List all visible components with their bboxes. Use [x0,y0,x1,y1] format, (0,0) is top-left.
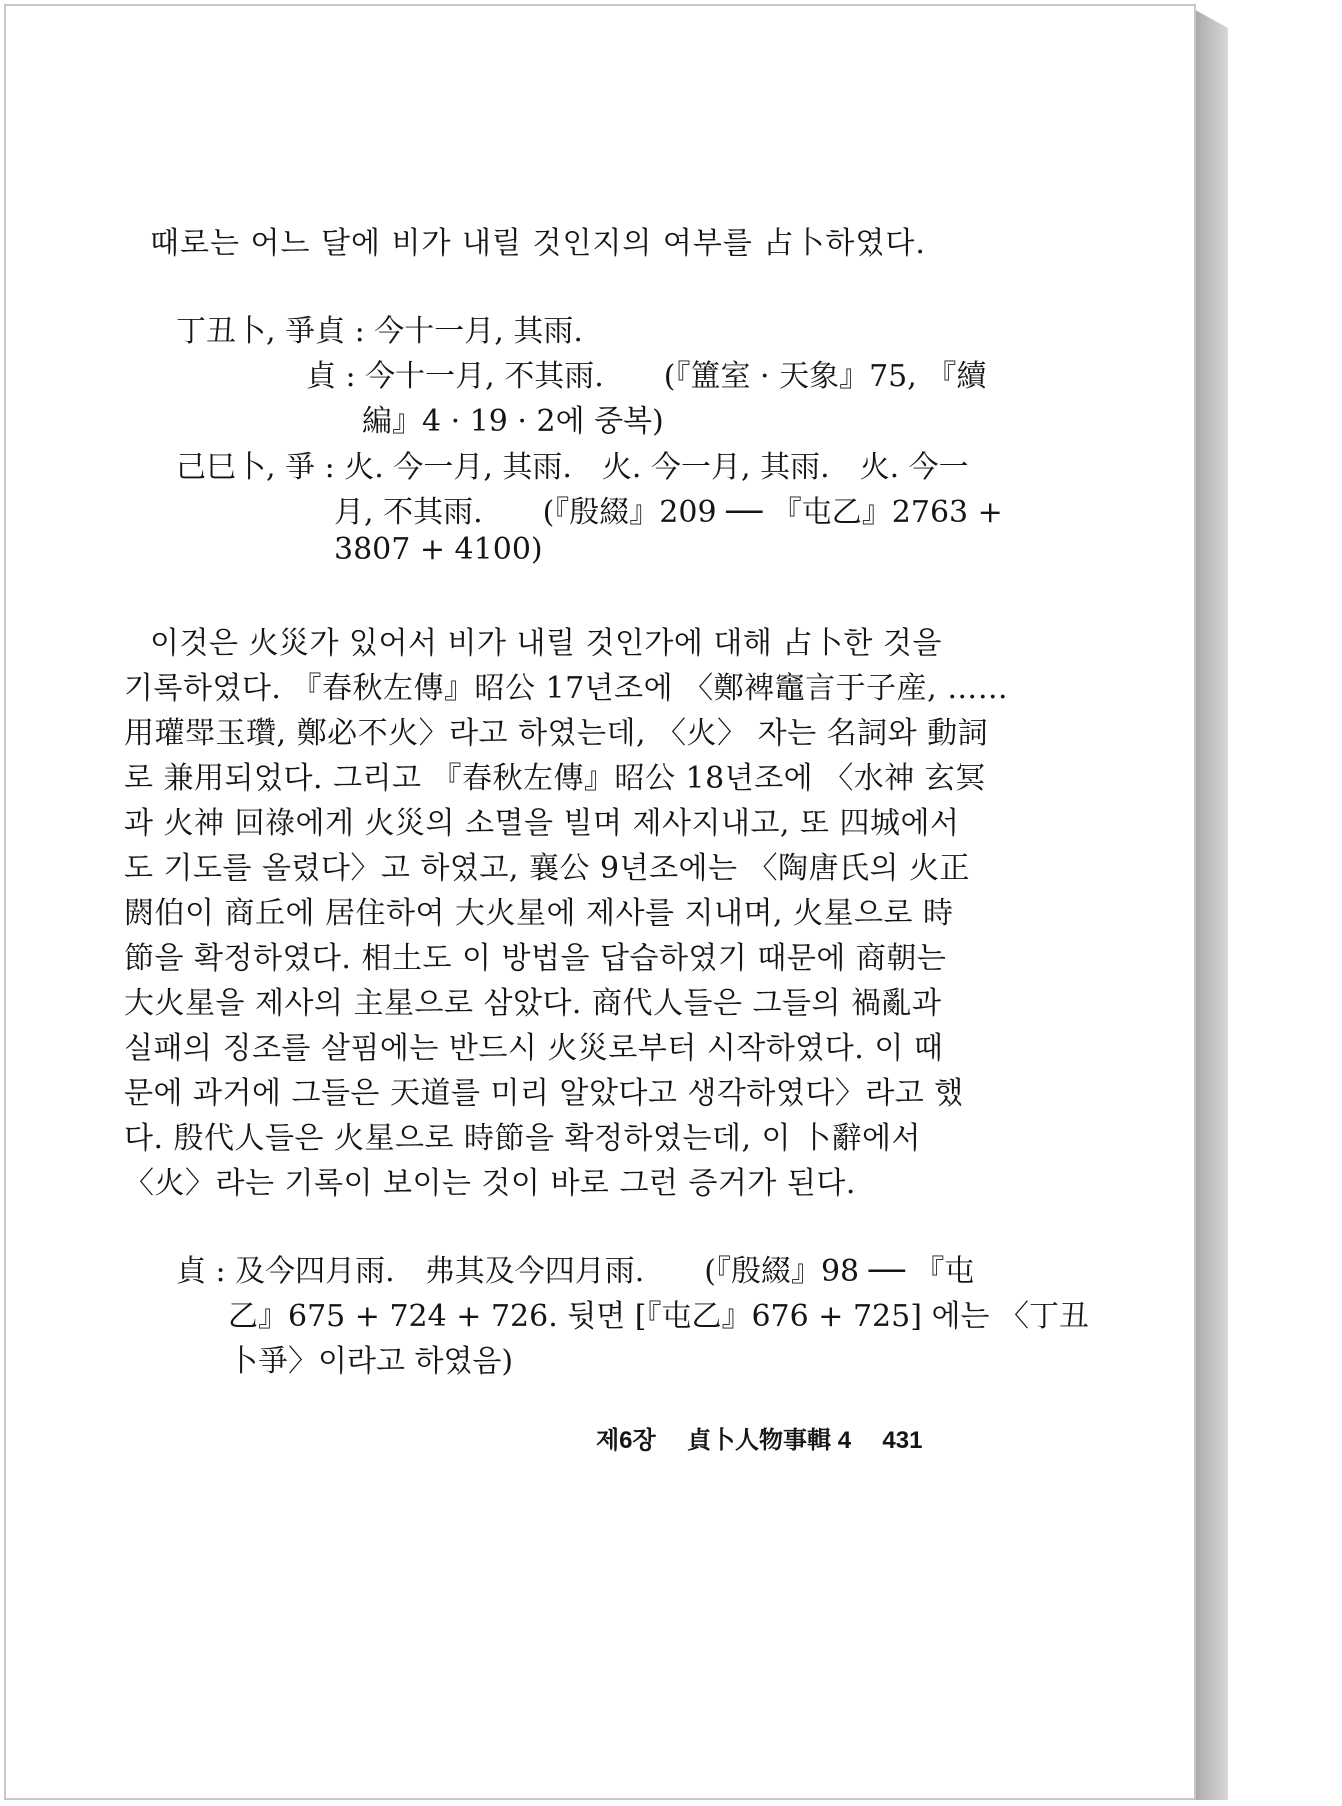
paragraph-line: 閼伯이 商丘에 居住하여 大火星에 제사를 지내며, 火星으로 時 [124,896,954,931]
paragraph-line: 실패의 징조를 살핌에는 반드시 火災로부터 시작하였다. 이 때 [124,1031,944,1066]
inscription-line: 丁丑卜, 爭貞 : 今十一月, 其雨. [176,314,583,349]
paragraph-line: 문에 과거에 그들은 天道를 미리 알았다고 생각하였다〉라고 했 [124,1076,964,1111]
inscription-line: 月, 不其雨. (『殷綴』209 ── 『屯乙』2763 + [334,495,1003,530]
footer-chapter: 제6장 [596,1427,656,1454]
inscription-line: 卜爭〉이라고 하였음) [228,1344,514,1379]
inscription-line: 編』4 · 19 · 2에 중복) [362,404,664,439]
footer-title: 貞卜人物事輯 4 [687,1427,852,1454]
running-footer [596,1420,922,1455]
inscription-line: 貞 : 今十一月, 不其雨. (『簠室 · 天象』75, 『續 [306,359,987,394]
paragraph-line: 이것은 火災가 있어서 비가 내릴 것인가에 대해 占卜한 것을 [150,626,942,661]
inscription-line: 己巳卜, 爭 : 火. 今一月, 其雨. 火. 今一月, 其雨. 火. 今一 [176,450,969,485]
page-number: 431 [882,1427,923,1454]
paragraph-line: 로 兼用되었다. 그리고 『春秋左傳』昭公 18년조에 〈水神 玄冥 [124,761,986,796]
intro-line: 때로는 어느 달에 비가 내릴 것인지의 여부를 占卜하였다. [150,226,926,261]
paragraph-line: 기록하였다. 『春秋左傳』昭公 17년조에 〈鄭裨竈言于子産, …… [124,671,1009,706]
paragraph-line: 節을 확정하였다. 相土도 이 방법을 답습하였기 때문에 商朝는 [124,941,947,976]
paragraph-line: 大火星을 제사의 主星으로 삼았다. 商代人들은 그들의 禍亂과 [124,986,942,1021]
inscription-line: 貞 : 及今四月雨. 弗其及今四月雨. (『殷綴』98 ── 『屯 [176,1254,975,1289]
paragraph-line: 〈火〉라는 기록이 보이는 것이 바로 그런 증거가 된다. [124,1166,856,1201]
paragraph-line: 과 火神 回祿에게 火災의 소멸을 빌며 제사지내고, 또 四城에서 [124,806,960,841]
inscription-line: 3807 + 4100) [334,532,543,567]
paragraph-line: 도 기도를 올렸다〉고 하였고, 襄公 9년조에는 〈陶唐氏의 火正 [124,851,971,886]
paragraph-line: 用瓘斝玉瓚, 鄭必不火〉라고 하였는데, 〈火〉 자는 名詞와 動詞 [124,716,989,751]
inscription-line: 乙』675 + 724 + 726. 뒷면 [『屯乙』676 + 725] 에는 〈丁丑 [228,1299,1089,1334]
paragraph-line: 다. 殷代人들은 火星으로 時節을 확정하였는데, 이 卜辭에서 [124,1121,921,1156]
